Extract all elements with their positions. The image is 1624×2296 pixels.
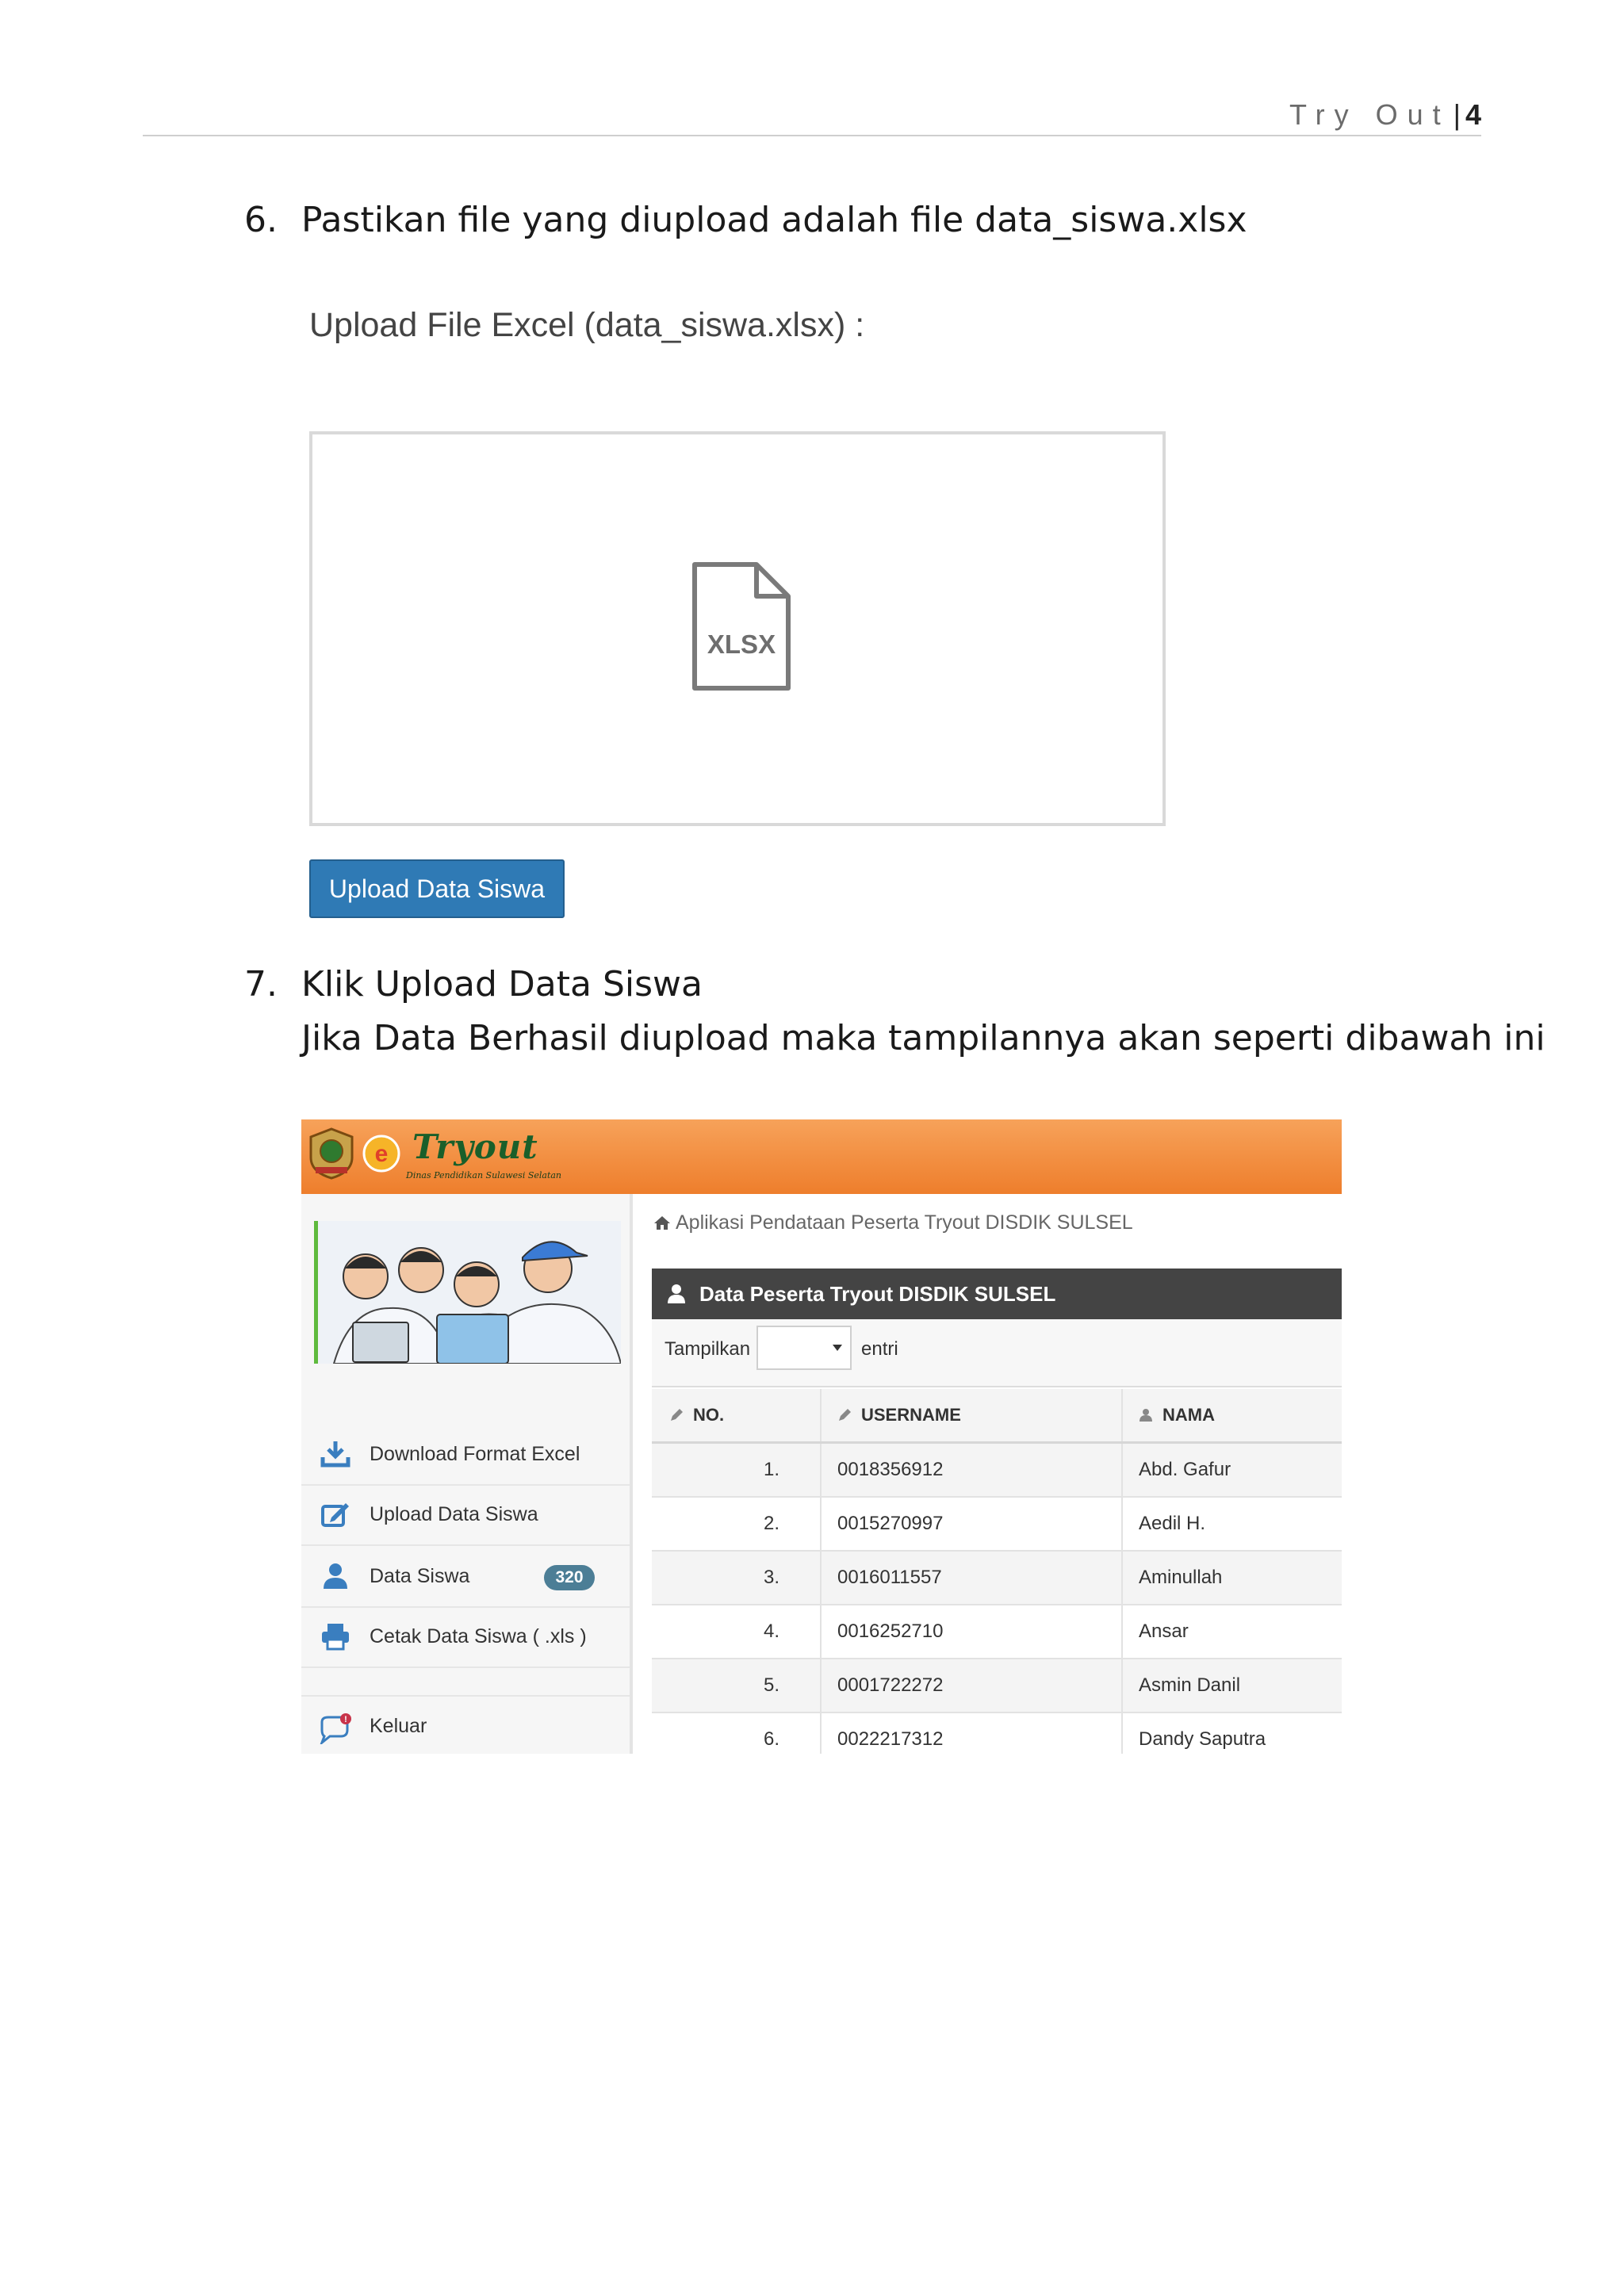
sidebar-item-keluar[interactable]: [301, 1695, 630, 1754]
table-header-row: [652, 1389, 1342, 1444]
breadcrumb-label: Aplikasi Pendataan Peserta Tryout DISDIK SULSEL: [676, 1211, 1133, 1234]
upload-label: Upload File Excel (data_siswa.xlsx) :: [309, 306, 865, 344]
column-label: USERNAME: [861, 1405, 961, 1425]
xlsx-file-icon: [691, 561, 791, 691]
pencil-icon: [669, 1408, 684, 1422]
column-header-nama[interactable]: [1123, 1389, 1342, 1441]
pencil-icon: [837, 1408, 852, 1422]
step-7-line-2: Jika Data Berhasil diupload maka tampilannya akan seperti dibawah ini: [301, 1018, 1545, 1058]
panel-title: Data Peserta Tryout DISDIK SULSEL: [699, 1281, 1056, 1306]
sidebar-item-data-siswa[interactable]: [301, 1546, 630, 1608]
cell-no: 5.: [652, 1659, 822, 1712]
file-extension-label: XLSX: [707, 629, 776, 659]
chat-icon: [320, 1712, 350, 1741]
upload-data-siswa-button[interactable]: Upload Data Siswa: [309, 859, 565, 918]
app-logo-text: Tryout: [412, 1127, 538, 1166]
cell-username: 0022217312: [822, 1713, 1123, 1754]
column-label: NAMA: [1162, 1405, 1215, 1425]
header-title: Try Out: [1289, 98, 1450, 131]
step-6-number: 6.: [244, 200, 278, 240]
user-icon: [320, 1562, 350, 1590]
sidebar-item-label: Upload Data Siswa: [370, 1502, 538, 1525]
sidebar-item-upload-data-siswa[interactable]: [301, 1484, 630, 1546]
cell-no: 4.: [652, 1605, 822, 1658]
app-screenshot: [301, 1119, 1342, 1754]
table-row: [652, 1552, 1342, 1605]
cell-nama: Aminullah: [1139, 1567, 1223, 1588]
sidebar: [301, 1194, 633, 1754]
cell-no: 2.: [652, 1498, 822, 1550]
table-row: [652, 1605, 1342, 1659]
cell-no: 6.: [652, 1713, 822, 1754]
header-separator: |: [1453, 98, 1461, 131]
cell-no: 1.: [652, 1444, 822, 1496]
cell-no: 3.: [652, 1552, 822, 1604]
column-label: NO.: [693, 1405, 725, 1425]
page-number: 4: [1465, 98, 1481, 131]
cell-username: 0001722272: [822, 1659, 1123, 1712]
province-seal-icon: [308, 1127, 355, 1180]
user-icon: [1139, 1408, 1153, 1422]
svg-text:e: e: [374, 1141, 389, 1167]
sidebar-item-label: Download Format Excel: [370, 1442, 580, 1465]
user-icon: [666, 1284, 687, 1304]
breadcrumb[interactable]: [653, 1211, 1133, 1234]
cell-nama: Ansar: [1139, 1621, 1189, 1642]
edit-icon: [320, 1500, 350, 1529]
app-header: [301, 1119, 1342, 1194]
table-row: [652, 1659, 1342, 1713]
cell-nama: Dandy Saputra: [1139, 1728, 1266, 1750]
show-label: Tampilkan: [665, 1338, 751, 1360]
data-siswa-count-badge: 320: [544, 1565, 595, 1590]
sidebar-item-label: Cetak Data Siswa ( .xls ): [370, 1624, 587, 1647]
svg-text:!: !: [344, 1715, 347, 1724]
column-header-no[interactable]: [652, 1389, 822, 1441]
panel-header: [652, 1269, 1342, 1319]
table-row: [652, 1713, 1342, 1754]
cell-username: 0016252710: [822, 1605, 1123, 1658]
header-rule: [143, 135, 1481, 136]
step-7-number: 7.: [244, 964, 278, 1004]
cell-nama: Abd. Gafur: [1139, 1459, 1231, 1480]
table-row: [652, 1498, 1342, 1552]
entries-per-page-select[interactable]: [756, 1326, 852, 1370]
print-icon: [320, 1622, 350, 1651]
page-header: [1289, 98, 1481, 132]
sidebar-item-label: Data Siswa: [370, 1564, 470, 1587]
cell-nama: Aedil H.: [1139, 1513, 1206, 1534]
app-e-logo-icon: [362, 1134, 401, 1173]
students-table: [652, 1389, 1342, 1754]
chevron-down-icon: [833, 1345, 842, 1351]
cell-username: 0018356912: [822, 1444, 1123, 1496]
table-length-controls: [652, 1319, 1342, 1387]
sidebar-item-label: Keluar: [370, 1714, 427, 1737]
step-6-text: Pastikan file yang diupload adalah file data_siswa.xlsx: [301, 200, 1247, 240]
download-icon: [320, 1440, 350, 1468]
app-logo-subtitle: Dinas Pendidikan Sulawesi Selatan: [406, 1170, 562, 1181]
step-7-line-1: Klik Upload Data Siswa: [301, 964, 703, 1004]
cell-nama: Asmin Danil: [1139, 1674, 1241, 1696]
sidebar-item-download-format-excel[interactable]: [301, 1424, 630, 1486]
sidebar-item-cetak-data-siswa[interactable]: [301, 1606, 630, 1668]
home-icon: [653, 1213, 671, 1229]
cell-username: 0015270997: [822, 1498, 1123, 1550]
main-content: [633, 1194, 1342, 1754]
students-illustration: [314, 1221, 621, 1364]
table-row: [652, 1444, 1342, 1498]
file-dropzone[interactable]: [309, 431, 1166, 826]
column-header-username[interactable]: [822, 1389, 1123, 1441]
entries-label: entri: [861, 1338, 898, 1360]
cell-username: 0016011557: [822, 1552, 1123, 1604]
